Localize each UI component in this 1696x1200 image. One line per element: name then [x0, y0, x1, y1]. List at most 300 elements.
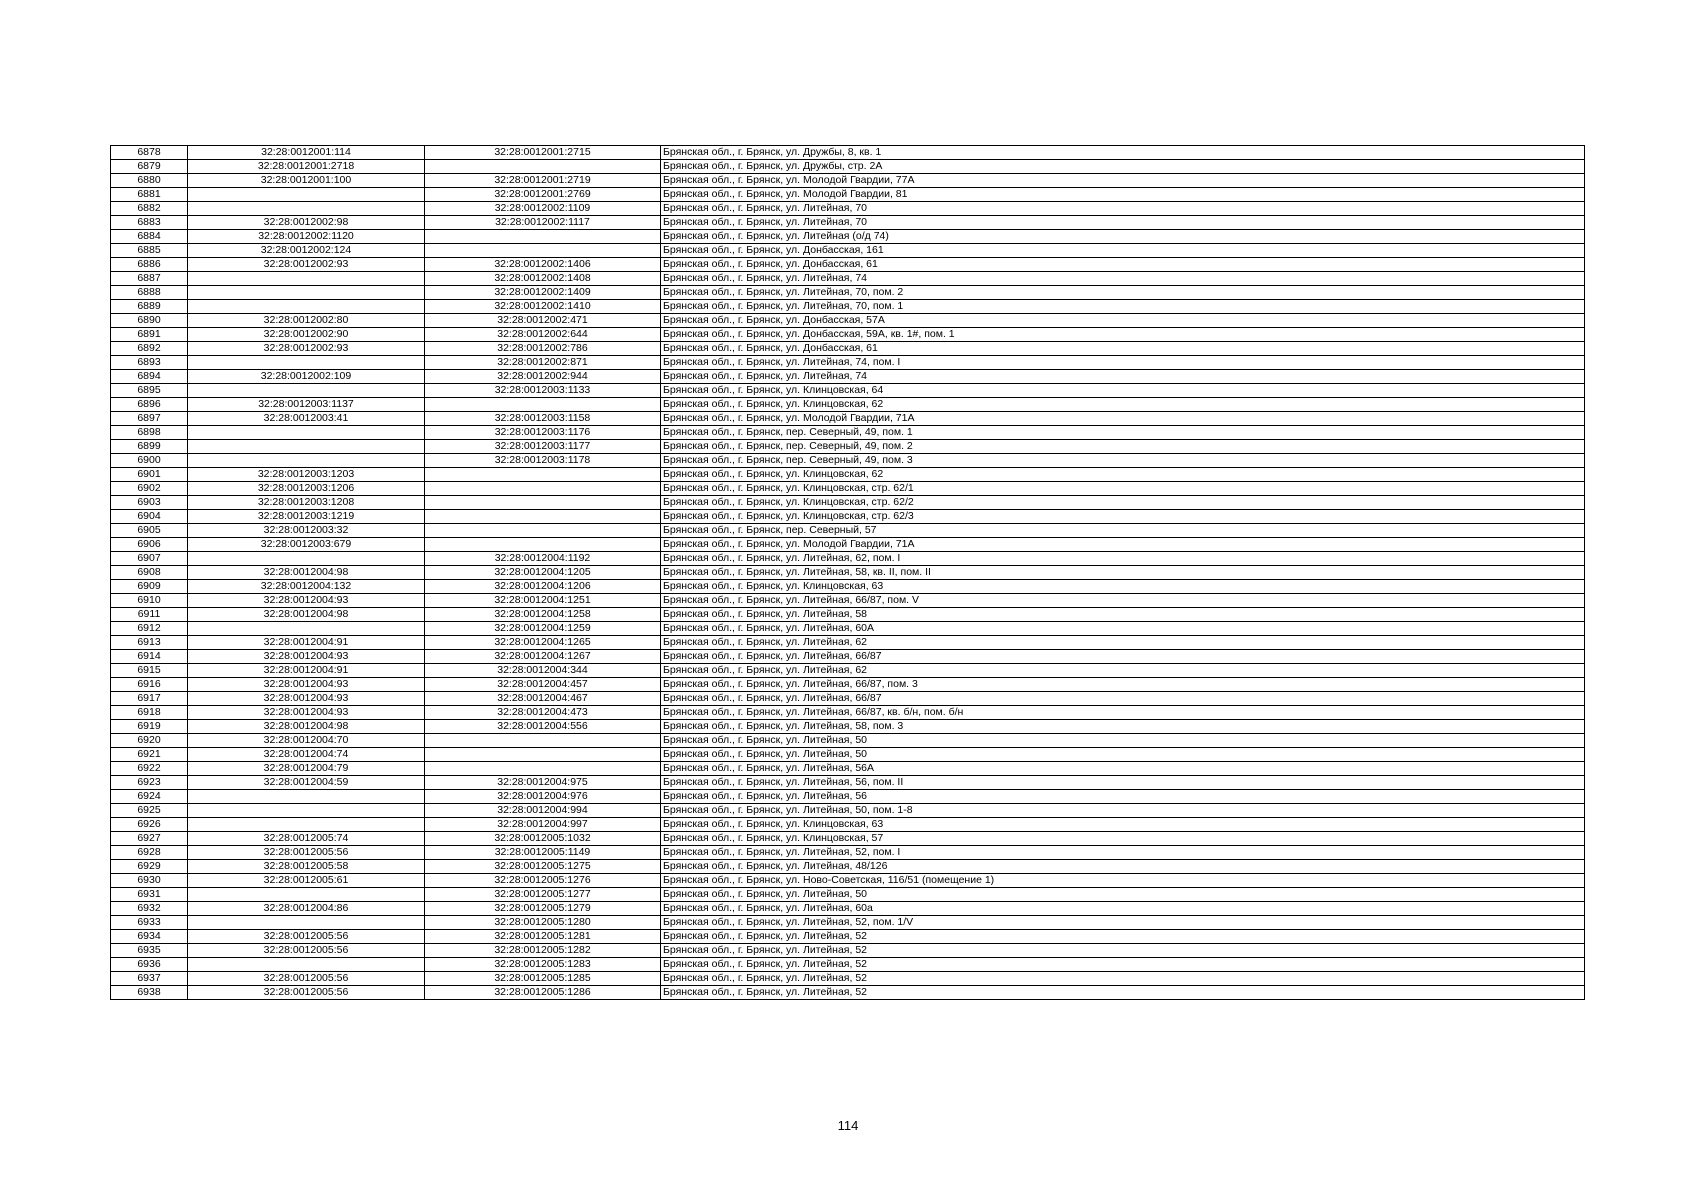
- cadastral-number-cell: 32:28:0012004:86: [188, 902, 425, 916]
- object-cadastral-number-cell: 32:28:0012005:1283: [425, 958, 661, 972]
- row-number-cell: 6899: [111, 440, 188, 454]
- cadastral-number-cell: 32:28:0012002:93: [188, 342, 425, 356]
- table-row: [111, 790, 1585, 804]
- address-cell: Брянская обл., г. Брянск, ул. Клинцовская, 57: [661, 832, 1585, 846]
- address-cell: Брянская обл., г. Брянск, ул. Литейная, 58, кв. II, пом. II: [661, 566, 1585, 580]
- address-cell: Брянская обл., г. Брянск, ул. Донбасская, 161: [661, 244, 1585, 258]
- row-number-cell: 6902: [111, 482, 188, 496]
- row-number-cell: 6912: [111, 622, 188, 636]
- object-cadastral-number-cell: [425, 748, 661, 762]
- object-cadastral-number-cell: [425, 734, 661, 748]
- cadastral-number-cell: 32:28:0012004:93: [188, 706, 425, 720]
- row-number-cell: 6914: [111, 650, 188, 664]
- table-row: [111, 776, 1585, 790]
- cadastral-number-cell: [188, 384, 425, 398]
- object-cadastral-number-cell: 32:28:0012004:1258: [425, 608, 661, 622]
- row-number-cell: 6890: [111, 314, 188, 328]
- address-cell: Брянская обл., г. Брянск, ул. Литейная, 66/87, кв. б/н, пом. б/н: [661, 706, 1585, 720]
- address-cell: Брянская обл., г. Брянск, ул. Молодой Гвардии, 77А: [661, 174, 1585, 188]
- table-row: [111, 328, 1585, 342]
- row-number-cell: 6919: [111, 720, 188, 734]
- object-cadastral-number-cell: 32:28:0012004:997: [425, 818, 661, 832]
- cadastral-number-cell: [188, 426, 425, 440]
- cadastral-number-cell: 32:28:0012004:93: [188, 594, 425, 608]
- table-row: [111, 678, 1585, 692]
- object-cadastral-number-cell: 32:28:0012005:1281: [425, 930, 661, 944]
- object-cadastral-number-cell: 32:28:0012005:1277: [425, 888, 661, 902]
- cadastral-number-cell: 32:28:0012002:90: [188, 328, 425, 342]
- address-cell: Брянская обл., г. Брянск, ул. Литейная, 74, пом. I: [661, 356, 1585, 370]
- row-number-cell: 6916: [111, 678, 188, 692]
- object-cadastral-number-cell: [425, 398, 661, 412]
- object-cadastral-number-cell: 32:28:0012003:1178: [425, 454, 661, 468]
- row-number-cell: 6898: [111, 426, 188, 440]
- object-cadastral-number-cell: 32:28:0012002:786: [425, 342, 661, 356]
- object-cadastral-number-cell: 32:28:0012005:1149: [425, 846, 661, 860]
- cadastral-number-cell: 32:28:0012004:132: [188, 580, 425, 594]
- object-cadastral-number-cell: 32:28:0012003:1177: [425, 440, 661, 454]
- address-cell: Брянская обл., г. Брянск, ул. Донбасская, 57А: [661, 314, 1585, 328]
- table-row: [111, 552, 1585, 566]
- address-cell: Брянская обл., г. Брянск, ул. Донбасская, 61: [661, 342, 1585, 356]
- address-cell: Брянская обл., г. Брянск, ул. Литейная, 62, пом. I: [661, 552, 1585, 566]
- cadastral-number-cell: 32:28:0012002:1120: [188, 230, 425, 244]
- address-cell: Брянская обл., г. Брянск, ул. Дружбы, 8, кв. 1: [661, 146, 1585, 160]
- table-row: [111, 468, 1585, 482]
- row-number-cell: 6880: [111, 174, 188, 188]
- row-number-cell: 6894: [111, 370, 188, 384]
- object-cadastral-number-cell: 32:28:0012001:2715: [425, 146, 661, 160]
- cadastral-number-cell: 32:28:0012004:59: [188, 776, 425, 790]
- table-row: [111, 230, 1585, 244]
- cadastral-number-cell: 32:28:0012004:79: [188, 762, 425, 776]
- cadastral-number-cell: 32:28:0012002:80: [188, 314, 425, 328]
- object-cadastral-number-cell: 32:28:0012002:1410: [425, 300, 661, 314]
- table-row: [111, 398, 1585, 412]
- table-row: [111, 622, 1585, 636]
- address-cell: Брянская обл., г. Брянск, ул. Литейная, 50: [661, 748, 1585, 762]
- table-row: [111, 496, 1585, 510]
- row-number-cell: 6906: [111, 538, 188, 552]
- table-row: [111, 412, 1585, 426]
- row-number-cell: 6882: [111, 202, 188, 216]
- page-number: 114: [837, 1118, 859, 1133]
- object-cadastral-number-cell: 32:28:0012001:2719: [425, 174, 661, 188]
- table-row: [111, 748, 1585, 762]
- cadastral-number-cell: [188, 958, 425, 972]
- address-cell: Брянская обл., г. Брянск, ул. Литейная, 52, пом. 1/V: [661, 916, 1585, 930]
- cadastral-number-cell: [188, 356, 425, 370]
- address-cell: Брянская обл., г. Брянск, ул. Литейная, 50: [661, 734, 1585, 748]
- table-row: [111, 986, 1585, 1000]
- table-row: [111, 958, 1585, 972]
- object-cadastral-number-cell: [425, 510, 661, 524]
- table-row: [111, 524, 1585, 538]
- object-cadastral-number-cell: 32:28:0012004:1267: [425, 650, 661, 664]
- object-cadastral-number-cell: 32:28:0012002:1109: [425, 202, 661, 216]
- cadastral-number-cell: [188, 188, 425, 202]
- table-row: [111, 356, 1585, 370]
- cadastral-number-cell: 32:28:0012004:70: [188, 734, 425, 748]
- table-row: [111, 846, 1585, 860]
- row-number-cell: 6923: [111, 776, 188, 790]
- table-row: [111, 286, 1585, 300]
- address-cell: Брянская обл., г. Брянск, ул. Литейная, 50: [661, 888, 1585, 902]
- row-number-cell: 6883: [111, 216, 188, 230]
- row-number-cell: 6887: [111, 272, 188, 286]
- object-cadastral-number-cell: 32:28:0012002:871: [425, 356, 661, 370]
- cadastral-number-cell: 32:28:0012002:93: [188, 258, 425, 272]
- object-cadastral-number-cell: 32:28:0012004:556: [425, 720, 661, 734]
- cadastral-number-cell: [188, 202, 425, 216]
- address-cell: Брянская обл., г. Брянск, ул. Клинцовская, 62: [661, 398, 1585, 412]
- cadastral-number-cell: 32:28:0012003:1203: [188, 468, 425, 482]
- row-number-cell: 6889: [111, 300, 188, 314]
- row-number-cell: 6892: [111, 342, 188, 356]
- object-cadastral-number-cell: 32:28:0012002:1406: [425, 258, 661, 272]
- object-cadastral-number-cell: 32:28:0012005:1280: [425, 916, 661, 930]
- table-row: [111, 944, 1585, 958]
- object-cadastral-number-cell: 32:28:0012005:1275: [425, 860, 661, 874]
- cadastral-number-cell: 32:28:0012004:98: [188, 720, 425, 734]
- object-cadastral-number-cell: 32:28:0012004:975: [425, 776, 661, 790]
- cadastral-number-cell: [188, 286, 425, 300]
- row-number-cell: 6933: [111, 916, 188, 930]
- address-cell: Брянская обл., г. Брянск, ул. Литейная, 66/87: [661, 692, 1585, 706]
- object-cadastral-number-cell: [425, 762, 661, 776]
- row-number-cell: 6922: [111, 762, 188, 776]
- object-cadastral-number-cell: 32:28:0012004:467: [425, 692, 661, 706]
- cadastral-number-cell: 32:28:0012001:2718: [188, 160, 425, 174]
- cadastral-number-cell: 32:28:0012005:58: [188, 860, 425, 874]
- row-number-cell: 6937: [111, 972, 188, 986]
- object-cadastral-number-cell: 32:28:0012004:976: [425, 790, 661, 804]
- object-cadastral-number-cell: [425, 496, 661, 510]
- object-cadastral-number-cell: 32:28:0012005:1279: [425, 902, 661, 916]
- address-cell: Брянская обл., г. Брянск, ул. Литейная, 66/87, пом. V: [661, 594, 1585, 608]
- cadastral-number-cell: 32:28:0012005:74: [188, 832, 425, 846]
- cadastral-number-cell: 32:28:0012003:1206: [188, 482, 425, 496]
- object-cadastral-number-cell: [425, 244, 661, 258]
- address-cell: Брянская обл., г. Брянск, ул. Литейная, 52: [661, 944, 1585, 958]
- object-cadastral-number-cell: 32:28:0012002:644: [425, 328, 661, 342]
- table-row: [111, 902, 1585, 916]
- row-number-cell: 6908: [111, 566, 188, 580]
- row-number-cell: 6900: [111, 454, 188, 468]
- table-row: [111, 706, 1585, 720]
- object-cadastral-number-cell: 32:28:0012002:1408: [425, 272, 661, 286]
- object-cadastral-number-cell: 32:28:0012004:1259: [425, 622, 661, 636]
- address-cell: Брянская обл., г. Брянск, ул. Литейная, 70: [661, 202, 1585, 216]
- object-cadastral-number-cell: [425, 538, 661, 552]
- row-number-cell: 6934: [111, 930, 188, 944]
- object-cadastral-number-cell: 32:28:0012001:2769: [425, 188, 661, 202]
- cadastral-number-cell: 32:28:0012004:93: [188, 650, 425, 664]
- address-cell: Брянская обл., г. Брянск, ул. Литейная, 58: [661, 608, 1585, 622]
- address-cell: Брянская обл., г. Брянск, ул. Клинцовская, 63: [661, 818, 1585, 832]
- address-cell: Брянская обл., г. Брянск, ул. Клинцовская, стр. 62/3: [661, 510, 1585, 524]
- address-cell: Брянская обл., г. Брянск, ул. Литейная, 60а: [661, 902, 1585, 916]
- address-cell: Брянская обл., г. Брянск, ул. Ново-Советская, 116/51 (помещение 1): [661, 874, 1585, 888]
- cadastral-number-cell: 32:28:0012004:74: [188, 748, 425, 762]
- object-cadastral-number-cell: 32:28:0012004:344: [425, 664, 661, 678]
- row-number-cell: 6920: [111, 734, 188, 748]
- object-cadastral-number-cell: 32:28:0012003:1133: [425, 384, 661, 398]
- row-number-cell: 6917: [111, 692, 188, 706]
- row-number-cell: 6913: [111, 636, 188, 650]
- table-row: [111, 454, 1585, 468]
- address-cell: Брянская обл., г. Брянск, ул. Клинцовская, стр. 62/2: [661, 496, 1585, 510]
- address-cell: Брянская обл., г. Брянск, ул. Клинцовская, 63: [661, 580, 1585, 594]
- row-number-cell: 6901: [111, 468, 188, 482]
- cadastral-number-cell: 32:28:0012002:98: [188, 216, 425, 230]
- object-cadastral-number-cell: [425, 230, 661, 244]
- object-cadastral-number-cell: 32:28:0012005:1286: [425, 986, 661, 1000]
- address-cell: Брянская обл., г. Брянск, пер. Северный, 57: [661, 524, 1585, 538]
- table-row: [111, 244, 1585, 258]
- row-number-cell: 6903: [111, 496, 188, 510]
- table-row: [111, 636, 1585, 650]
- cadastral-number-cell: 32:28:0012003:41: [188, 412, 425, 426]
- table-row: [111, 804, 1585, 818]
- table-row: [111, 860, 1585, 874]
- row-number-cell: 6907: [111, 552, 188, 566]
- address-cell: Брянская обл., г. Брянск, пер. Северный, 49, пом. 2: [661, 440, 1585, 454]
- table-row: [111, 482, 1585, 496]
- row-number-cell: 6905: [111, 524, 188, 538]
- cadastral-number-cell: 32:28:0012005:56: [188, 944, 425, 958]
- object-cadastral-number-cell: 32:28:0012005:1032: [425, 832, 661, 846]
- cadastral-number-cell: 32:28:0012003:1208: [188, 496, 425, 510]
- row-number-cell: 6915: [111, 664, 188, 678]
- table-row: [111, 888, 1585, 902]
- table-row: [111, 300, 1585, 314]
- registry-table: [110, 145, 1585, 1000]
- cadastral-number-cell: 32:28:0012003:1219: [188, 510, 425, 524]
- address-cell: Брянская обл., г. Брянск, ул. Молодой Гвардии, 71А: [661, 412, 1585, 426]
- row-number-cell: 6924: [111, 790, 188, 804]
- address-cell: Брянская обл., г. Брянск, ул. Литейная, 56А: [661, 762, 1585, 776]
- object-cadastral-number-cell: 32:28:0012002:1409: [425, 286, 661, 300]
- cadastral-number-cell: [188, 440, 425, 454]
- cadastral-number-cell: 32:28:0012003:32: [188, 524, 425, 538]
- object-cadastral-number-cell: 32:28:0012004:1205: [425, 566, 661, 580]
- row-number-cell: 6927: [111, 832, 188, 846]
- object-cadastral-number-cell: [425, 468, 661, 482]
- row-number-cell: 6888: [111, 286, 188, 300]
- table-row: [111, 538, 1585, 552]
- address-cell: Брянская обл., г. Брянск, ул. Клинцовская, 62: [661, 468, 1585, 482]
- cadastral-number-cell: [188, 622, 425, 636]
- row-number-cell: 6930: [111, 874, 188, 888]
- table-row: [111, 272, 1585, 286]
- object-cadastral-number-cell: 32:28:0012002:944: [425, 370, 661, 384]
- object-cadastral-number-cell: 32:28:0012004:473: [425, 706, 661, 720]
- row-number-cell: 6911: [111, 608, 188, 622]
- address-cell: Брянская обл., г. Брянск, ул. Литейная, 70, пом. 1: [661, 300, 1585, 314]
- table-row: [111, 510, 1585, 524]
- row-number-cell: 6928: [111, 846, 188, 860]
- address-cell: Брянская обл., г. Брянск, ул. Литейная, 48/126: [661, 860, 1585, 874]
- object-cadastral-number-cell: 32:28:0012004:1206: [425, 580, 661, 594]
- address-cell: Брянская обл., г. Брянск, ул. Литейная, 70, пом. 2: [661, 286, 1585, 300]
- row-number-cell: 6895: [111, 384, 188, 398]
- object-cadastral-number-cell: 32:28:0012002:471: [425, 314, 661, 328]
- row-number-cell: 6918: [111, 706, 188, 720]
- table-row: [111, 384, 1585, 398]
- cadastral-number-cell: 32:28:0012001:100: [188, 174, 425, 188]
- table-row: [111, 258, 1585, 272]
- cadastral-number-cell: 32:28:0012004:98: [188, 608, 425, 622]
- row-number-cell: 6886: [111, 258, 188, 272]
- cadastral-number-cell: 32:28:0012001:114: [188, 146, 425, 160]
- table-row: [111, 818, 1585, 832]
- object-cadastral-number-cell: 32:28:0012002:1117: [425, 216, 661, 230]
- object-cadastral-number-cell: 32:28:0012003:1176: [425, 426, 661, 440]
- cadastral-number-cell: [188, 818, 425, 832]
- cadastral-number-cell: 32:28:0012005:61: [188, 874, 425, 888]
- table-row: [111, 972, 1585, 986]
- row-number-cell: 6935: [111, 944, 188, 958]
- table-row: [111, 762, 1585, 776]
- table-row: [111, 734, 1585, 748]
- table-row: [111, 608, 1585, 622]
- cadastral-number-cell: 32:28:0012004:91: [188, 636, 425, 650]
- cadastral-number-cell: [188, 454, 425, 468]
- row-number-cell: 6921: [111, 748, 188, 762]
- table-row: [111, 832, 1585, 846]
- address-cell: Брянская обл., г. Брянск, ул. Донбасская, 61: [661, 258, 1585, 272]
- table-row: [111, 426, 1585, 440]
- object-cadastral-number-cell: 32:28:0012004:457: [425, 678, 661, 692]
- cadastral-number-cell: 32:28:0012005:56: [188, 986, 425, 1000]
- table-row: [111, 566, 1585, 580]
- row-number-cell: 6910: [111, 594, 188, 608]
- row-number-cell: 6879: [111, 160, 188, 174]
- row-number-cell: 6909: [111, 580, 188, 594]
- address-cell: Брянская обл., г. Брянск, ул. Литейная, 74: [661, 370, 1585, 384]
- address-cell: Брянская обл., г. Брянск, ул. Литейная, 52, пом. I: [661, 846, 1585, 860]
- cadastral-number-cell: 32:28:0012004:93: [188, 678, 425, 692]
- cadastral-number-cell: 32:28:0012003:1137: [188, 398, 425, 412]
- address-cell: Брянская обл., г. Брянск, ул. Литейная, 58, пом. 3: [661, 720, 1585, 734]
- object-cadastral-number-cell: 32:28:0012005:1276: [425, 874, 661, 888]
- table-row: [111, 930, 1585, 944]
- cadastral-number-cell: [188, 916, 425, 930]
- row-number-cell: 6904: [111, 510, 188, 524]
- row-number-cell: 6891: [111, 328, 188, 342]
- row-number-cell: 6878: [111, 146, 188, 160]
- address-cell: Брянская обл., г. Брянск, ул. Литейная (о/д 74): [661, 230, 1585, 244]
- address-cell: Брянская обл., г. Брянск, пер. Северный, 49, пом. 3: [661, 454, 1585, 468]
- cadastral-number-cell: 32:28:0012004:91: [188, 664, 425, 678]
- table-row: [111, 440, 1585, 454]
- object-cadastral-number-cell: [425, 160, 661, 174]
- address-cell: Брянская обл., г. Брянск, ул. Литейная, 52: [661, 986, 1585, 1000]
- row-number-cell: 6885: [111, 244, 188, 258]
- row-number-cell: 6897: [111, 412, 188, 426]
- cadastral-number-cell: 32:28:0012005:56: [188, 930, 425, 944]
- table-row: [111, 174, 1585, 188]
- address-cell: Брянская обл., г. Брянск, ул. Литейная, 60А: [661, 622, 1585, 636]
- table-row: [111, 650, 1585, 664]
- cadastral-number-cell: [188, 804, 425, 818]
- address-cell: Брянская обл., г. Брянск, ул. Клинцовская, стр. 62/1: [661, 482, 1585, 496]
- row-number-cell: 6893: [111, 356, 188, 370]
- table-row: [111, 580, 1585, 594]
- object-cadastral-number-cell: 32:28:0012004:1192: [425, 552, 661, 566]
- table-row: [111, 160, 1585, 174]
- object-cadastral-number-cell: 32:28:0012005:1282: [425, 944, 661, 958]
- registry-table-body: [111, 146, 1585, 1000]
- address-cell: Брянская обл., г. Брянск, ул. Литейная, 70: [661, 216, 1585, 230]
- row-number-cell: 6938: [111, 986, 188, 1000]
- address-cell: Брянская обл., г. Брянск, ул. Литейная, 56, пом. II: [661, 776, 1585, 790]
- address-cell: Брянская обл., г. Брянск, ул. Дружбы, стр. 2А: [661, 160, 1585, 174]
- table-row: [111, 594, 1585, 608]
- address-cell: Брянская обл., г. Брянск, ул. Литейная, 62: [661, 636, 1585, 650]
- address-cell: Брянская обл., г. Брянск, ул. Молодой Гвардии, 71А: [661, 538, 1585, 552]
- cadastral-number-cell: [188, 300, 425, 314]
- object-cadastral-number-cell: 32:28:0012003:1158: [425, 412, 661, 426]
- row-number-cell: 6926: [111, 818, 188, 832]
- address-cell: Брянская обл., г. Брянск, ул. Донбасская, 59А, кв. 1#, пом. 1: [661, 328, 1585, 342]
- row-number-cell: 6931: [111, 888, 188, 902]
- table-row: [111, 202, 1585, 216]
- address-cell: Брянская обл., г. Брянск, ул. Литейная, 56: [661, 790, 1585, 804]
- address-cell: Брянская обл., г. Брянск, ул. Литейная, 52: [661, 930, 1585, 944]
- row-number-cell: 6936: [111, 958, 188, 972]
- row-number-cell: 6881: [111, 188, 188, 202]
- object-cadastral-number-cell: 32:28:0012004:994: [425, 804, 661, 818]
- table-row: [111, 146, 1585, 160]
- cadastral-number-cell: [188, 888, 425, 902]
- address-cell: Брянская обл., г. Брянск, ул. Молодой Гвардии, 81: [661, 188, 1585, 202]
- object-cadastral-number-cell: 32:28:0012004:1251: [425, 594, 661, 608]
- address-cell: Брянская обл., г. Брянск, ул. Литейная, 74: [661, 272, 1585, 286]
- cadastral-number-cell: 32:28:0012002:109: [188, 370, 425, 384]
- cadastral-number-cell: [188, 552, 425, 566]
- table-row: [111, 370, 1585, 384]
- table-row: [111, 692, 1585, 706]
- table-row: [111, 314, 1585, 328]
- cadastral-number-cell: 32:28:0012004:98: [188, 566, 425, 580]
- address-cell: Брянская обл., г. Брянск, пер. Северный, 49, пом. 1: [661, 426, 1585, 440]
- table-row: [111, 916, 1585, 930]
- object-cadastral-number-cell: 32:28:0012004:1265: [425, 636, 661, 650]
- object-cadastral-number-cell: [425, 482, 661, 496]
- address-cell: Брянская обл., г. Брянск, ул. Литейная, 52: [661, 972, 1585, 986]
- table-row: [111, 874, 1585, 888]
- cadastral-number-cell: [188, 272, 425, 286]
- row-number-cell: 6925: [111, 804, 188, 818]
- address-cell: Брянская обл., г. Брянск, ул. Клинцовская, 64: [661, 384, 1585, 398]
- cadastral-number-cell: 32:28:0012003:679: [188, 538, 425, 552]
- address-cell: Брянская обл., г. Брянск, ул. Литейная, 62: [661, 664, 1585, 678]
- address-cell: Брянская обл., г. Брянск, ул. Литейная, 66/87: [661, 650, 1585, 664]
- address-cell: Брянская обл., г. Брянск, ул. Литейная, 50, пом. 1-8: [661, 804, 1585, 818]
- row-number-cell: 6896: [111, 398, 188, 412]
- cadastral-number-cell: 32:28:0012002:124: [188, 244, 425, 258]
- object-cadastral-number-cell: 32:28:0012005:1285: [425, 972, 661, 986]
- row-number-cell: 6884: [111, 230, 188, 244]
- table-row: [111, 342, 1585, 356]
- cadastral-number-cell: 32:28:0012004:93: [188, 692, 425, 706]
- cadastral-number-cell: 32:28:0012005:56: [188, 846, 425, 860]
- table-row: [111, 720, 1585, 734]
- table-row: [111, 664, 1585, 678]
- cadastral-number-cell: [188, 790, 425, 804]
